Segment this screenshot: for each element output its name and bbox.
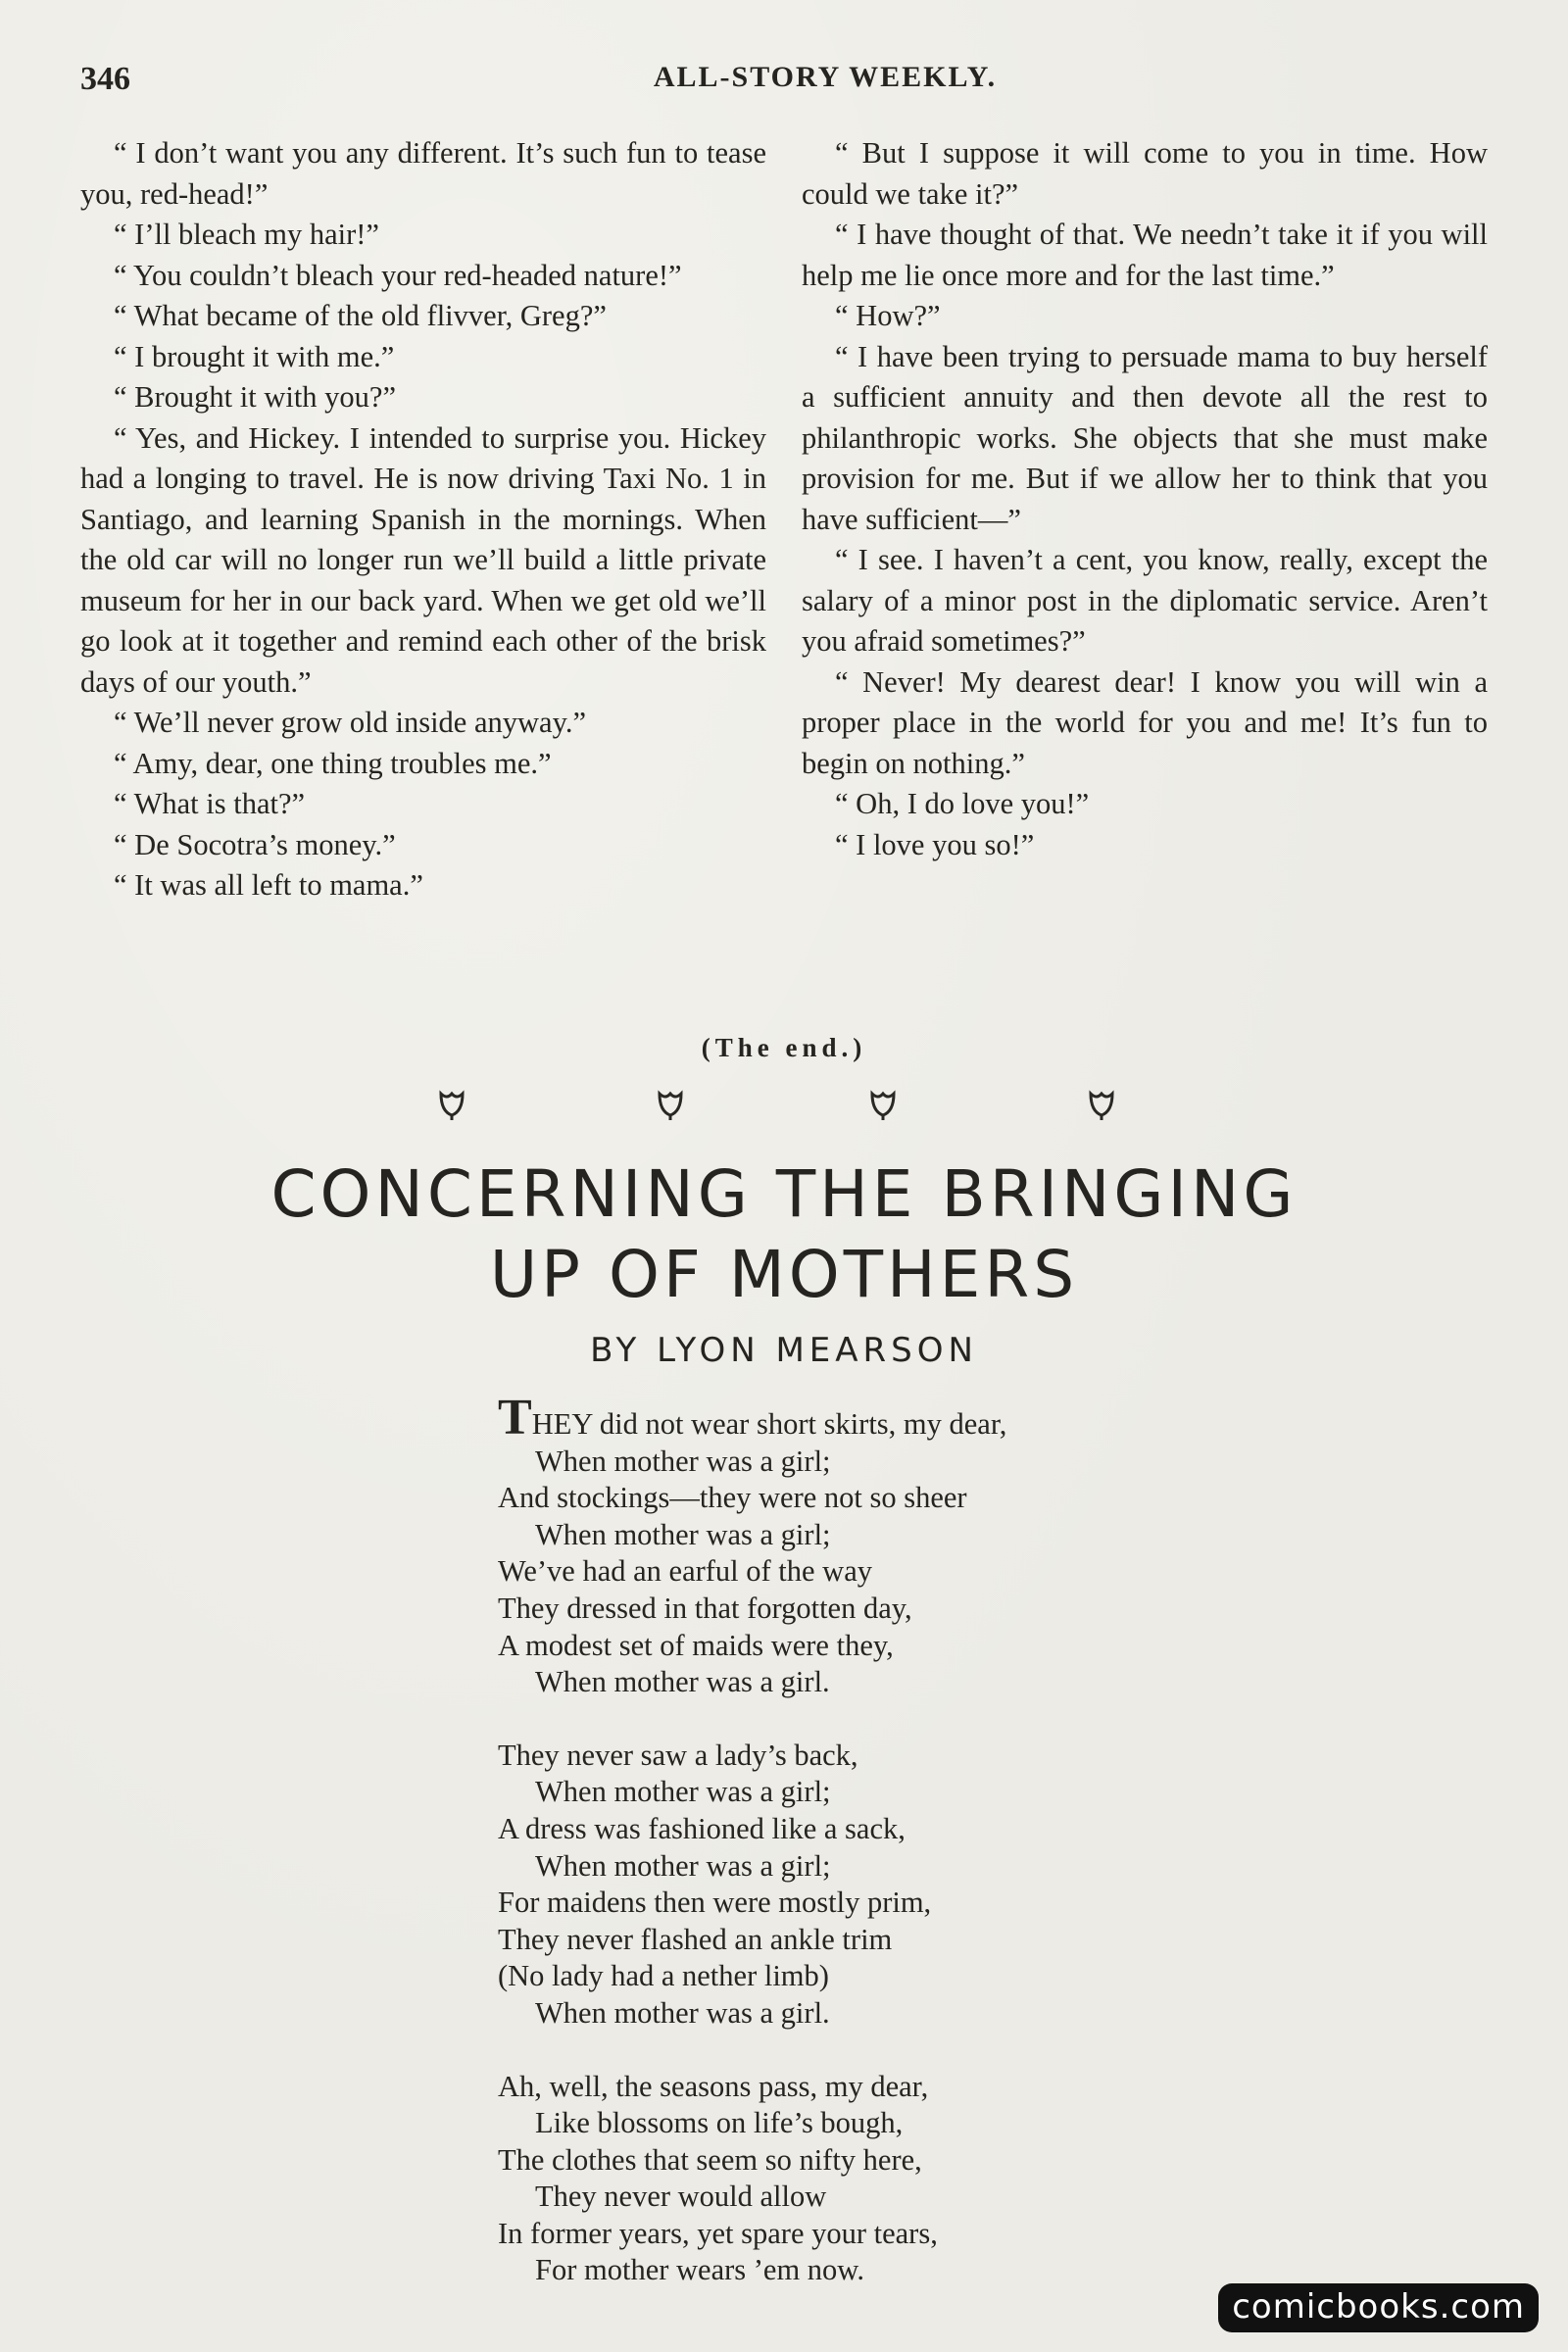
poem-title xyxy=(0,1154,1568,1315)
story-paragraph: “ But I suppose it will come to you in time. How could we take it?” xyxy=(802,136,1488,211)
story-right-column xyxy=(802,133,1488,865)
story-paragraph: “ I love you so!” xyxy=(835,827,1035,861)
page-number: 346 xyxy=(80,61,130,97)
running-title: ALL-STORY WEEKLY. xyxy=(653,61,998,93)
story-paragraph: “ De Socotra’s money.” xyxy=(114,827,396,861)
story-paragraph: “ I’ll bleach my hair!” xyxy=(114,218,379,251)
story-paragraph: “ What became of the old flivver, Greg?” xyxy=(114,299,607,332)
story-paragraph: “ I don’t want you any different. It’s such fun to tease you, red-head!” xyxy=(80,136,766,211)
poem-line: When mother was a girl; xyxy=(535,1517,831,1551)
story-paragraph: “ I have been trying to persuade mama to buy herself a sufficient annuity and then devote all the rest to philanthropic works. She objects that she must make provision for me. But if we allow her to think that you have sufficient—” xyxy=(802,339,1488,536)
site-watermark: comicbooks.com xyxy=(1218,2283,1539,2332)
story-paragraph: “ I have thought of that. We needn’t take it if you will help me lie once more and for the last time.” xyxy=(802,218,1488,292)
poem-body xyxy=(498,1390,1282,2326)
poem-line: Like blossoms on life’s bough, xyxy=(535,2106,904,2140)
story-paragraph: “ Yes, and Hickey. I intended to surprise you. Hickey had a longing to travel. He is now driving Taxi No. 1 in Santiago, and learning Spanish in the mornings. When the old car will no longer run we’ll build a little private museum for her in our back yard. When we get old we’ll go look at it together and remind each other of the brisk days of our youth.” xyxy=(80,420,766,699)
poem-line: When mother was a girl; xyxy=(535,1775,831,1809)
story-paragraph: “ How?” xyxy=(835,299,941,332)
tulip-ornament-icon xyxy=(656,1090,685,1121)
story-paragraph: “ It was all left to mama.” xyxy=(114,868,423,902)
story-paragraph: “ I brought it with me.” xyxy=(114,339,395,373)
poem-line: When mother was a girl; xyxy=(535,1848,831,1883)
story-end-marker: (The end.) xyxy=(701,1033,867,1062)
story-paragraph: “ Oh, I do love you!” xyxy=(835,787,1090,820)
tulip-ornament-icon xyxy=(1087,1090,1116,1121)
poem-line: They never saw a lady’s back, xyxy=(498,1738,858,1772)
drop-cap: T xyxy=(498,1390,532,1446)
poem-line: They dressed in that forgotten day, xyxy=(498,1591,912,1625)
poem-line: A modest set of maids were they, xyxy=(498,1628,894,1662)
story-paragraph: “ I see. I haven’t a cent, you know, really, except the salary of a minor post in the diplomatic service. Aren’t you afraid sometimes?” xyxy=(802,543,1488,658)
story-paragraph: “ Brought it with you?” xyxy=(114,380,397,414)
ornament-divider xyxy=(0,1090,1568,1129)
poem-line: Ah, well, the seasons pass, my dear, xyxy=(498,2069,929,2103)
poem-byline: BY LYON MEARSON xyxy=(590,1331,978,1370)
poem-line: When mother was a girl. xyxy=(535,1995,830,2030)
story-paragraph: “ We’ll never grow old inside anyway.” xyxy=(114,706,586,739)
poem-line: (No lady had a nether limb) xyxy=(498,1959,829,1993)
poem-line: They never flashed an ankle trim xyxy=(498,1922,893,1956)
poem-line: The clothes that seem so nifty here, xyxy=(498,2142,922,2177)
poem-line: And stockings—they were not so sheer xyxy=(498,1481,967,1515)
poem-line xyxy=(498,1390,1282,1446)
poem-line: When mother was a girl; xyxy=(535,1444,831,1478)
story-paragraph: “ Never! My dearest dear! I know you will win a proper place in the world for you and me! It’s fun to begin on nothing.” xyxy=(802,664,1488,780)
poem-line: For mother wears ’em now. xyxy=(535,2253,864,2287)
poem-line: When mother was a girl. xyxy=(535,1665,830,1699)
poem-line: For maidens then were mostly prim, xyxy=(498,1886,932,1920)
poem-stanza xyxy=(498,1390,1282,1701)
tulip-ornament-icon xyxy=(437,1090,466,1121)
poem-line: They never would allow xyxy=(535,2180,827,2214)
poem-title-line: UP OF MOTHERS xyxy=(489,1237,1079,1312)
poem-line: In former years, yet spare your tears, xyxy=(498,2216,938,2250)
story-paragraph: “ You couldn’t bleach your red-headed nature!” xyxy=(114,258,682,292)
story-paragraph: “ Amy, dear, one thing troubles me.” xyxy=(114,746,552,780)
poem-stanza xyxy=(498,2069,1282,2290)
poem-title-line: CONCERNING THE BRINGING xyxy=(270,1156,1298,1232)
story-left-column xyxy=(80,133,766,906)
poem-line: We’ve had an earful of the way xyxy=(498,1554,872,1589)
poem-stanza xyxy=(498,1738,1282,2033)
tulip-ornament-icon xyxy=(868,1090,898,1121)
story-paragraph: “ What is that?” xyxy=(114,787,306,820)
poem-line: A dress was fashioned like a sack, xyxy=(498,1811,906,1845)
poem-line-text: HEY did not wear short skirts, my dear, xyxy=(531,1407,1007,1441)
page-header xyxy=(80,61,1492,100)
